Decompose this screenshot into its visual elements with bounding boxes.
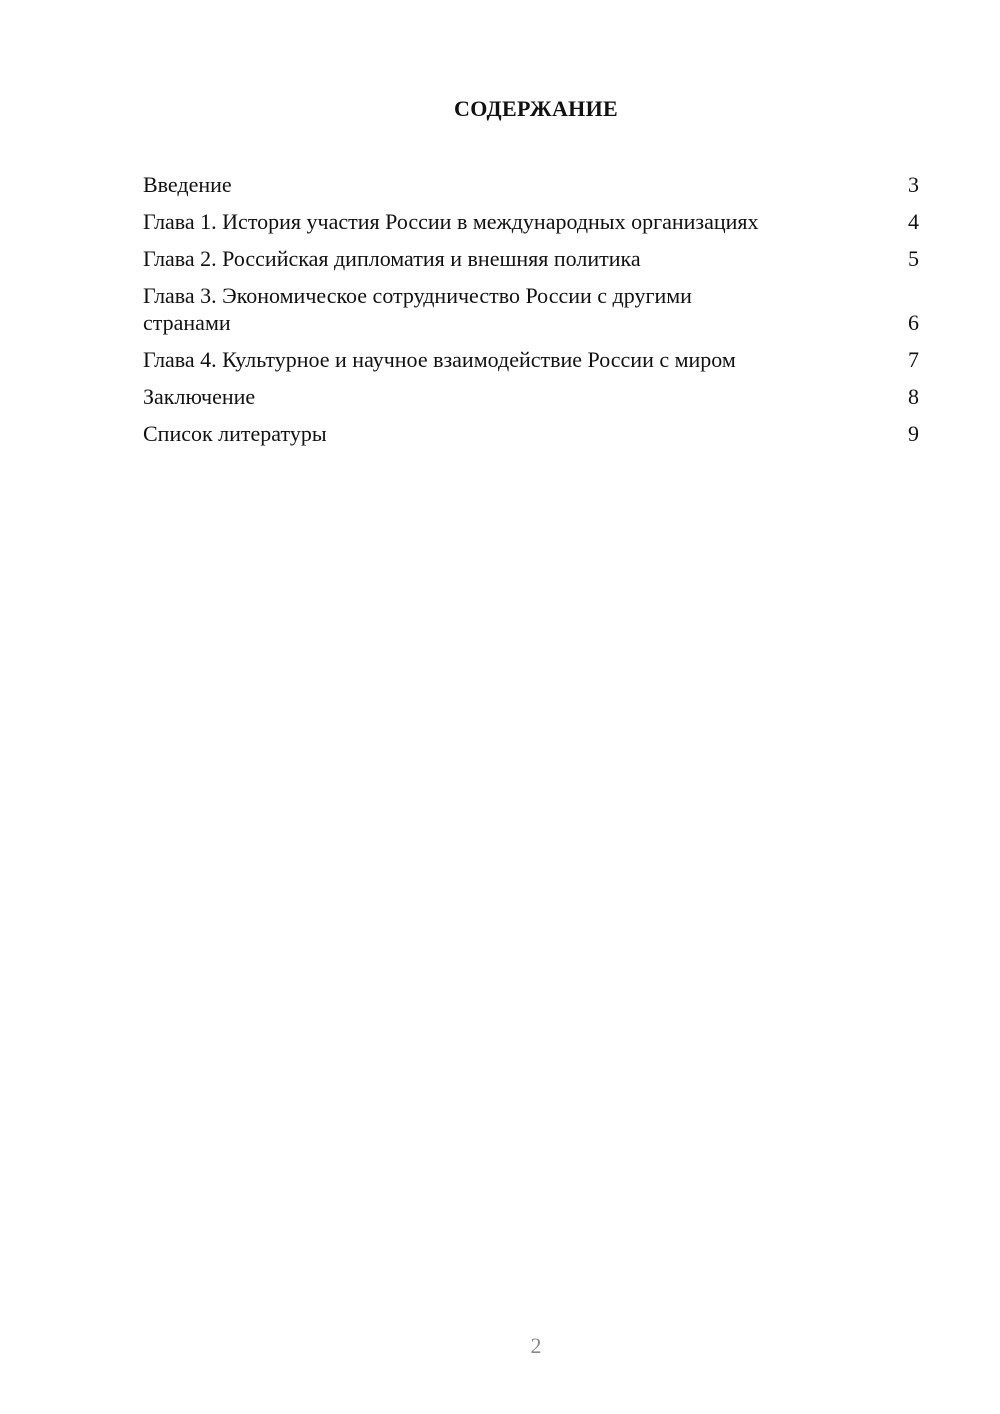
- toc-item-label: Глава 4. Культурное и научное взаимодействие России с миром: [143, 347, 736, 372]
- page-number: 2: [530, 1333, 542, 1358]
- toc-item-page: 4: [908, 209, 919, 234]
- toc-item-page: 8: [908, 384, 919, 409]
- toc-item-chapter-1[interactable]: [143, 208, 919, 235]
- toc-item-label: Заключение: [143, 384, 256, 409]
- toc-item-chapter-3[interactable]: [143, 282, 919, 336]
- toc-item-page: 7: [908, 347, 919, 372]
- toc-item-page: 6: [908, 310, 919, 335]
- toc-item-page: 5: [908, 246, 919, 271]
- toc-item-label: Глава 2. Российская дипломатия и внешняя политика: [143, 246, 641, 271]
- toc-item-bibliography[interactable]: [143, 420, 919, 447]
- toc-item-label: Введение: [143, 172, 232, 197]
- toc-item-introduction[interactable]: [143, 171, 919, 198]
- toc-item-chapter-2[interactable]: [143, 245, 919, 272]
- page-title: СОДЕРЖАНИЕ: [454, 96, 618, 121]
- toc-item-page: 3: [908, 172, 919, 197]
- toc-item-chapter-4[interactable]: [143, 346, 919, 373]
- toc-item-page: 9: [908, 421, 919, 446]
- toc-item-label: Глава 3. Экономическое сотрудничество России с другими странами: [143, 283, 692, 335]
- toc-item-label: Глава 1. История участия России в международных организациях: [143, 209, 759, 234]
- toc-item-conclusion[interactable]: [143, 383, 919, 410]
- toc-item-label: Список литературы: [143, 421, 327, 446]
- table-of-contents: [143, 171, 919, 457]
